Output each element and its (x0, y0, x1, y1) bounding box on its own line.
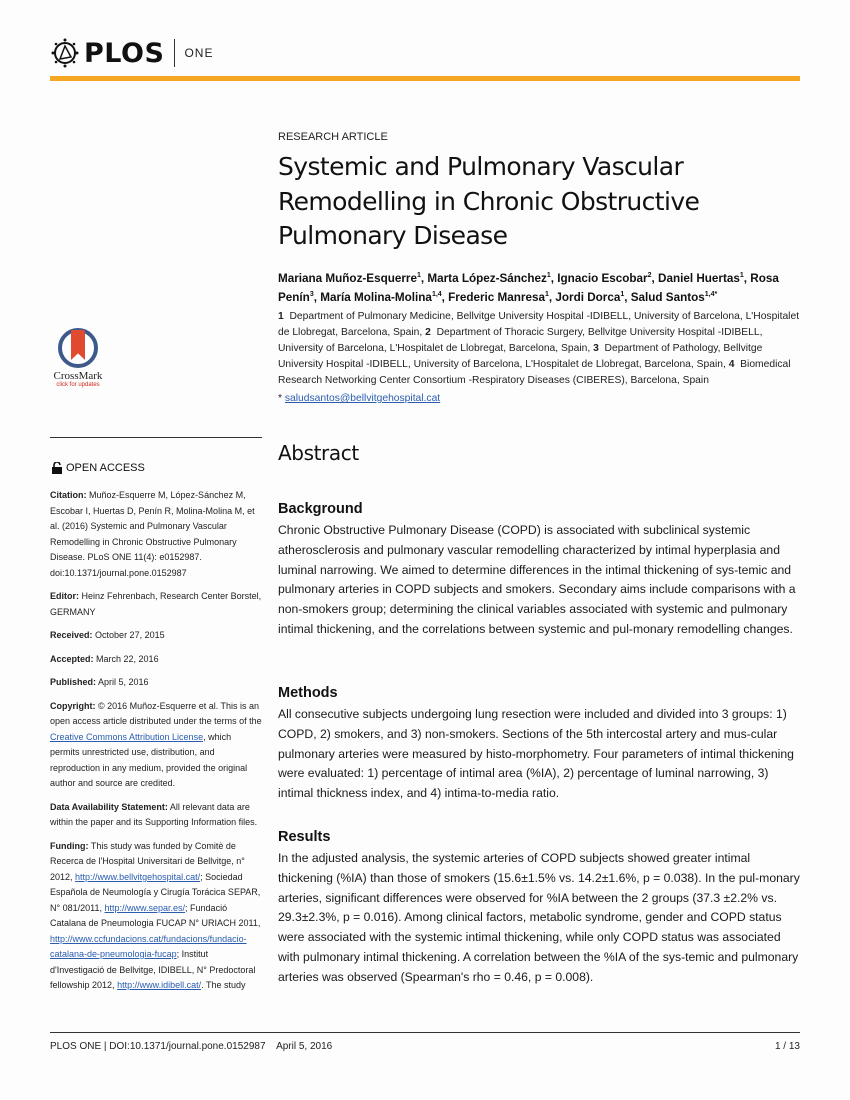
author[interactable]: Daniel Huertas$^1$ (658, 271, 744, 285)
data-availability: Data Availability Statement: All relevant data are within the paper and its Supporting Information files. (50, 801, 258, 827)
open-lock-icon (52, 462, 62, 474)
crossmark-sublabel: click for updates (56, 382, 100, 388)
section-text: Chronic Obstructive Pulmonary Disease (COPD) is associated with subclinical systemic atherosclerosis and pulmonary vascular remodelling characterized by intimal hyperplasia and luminal narrowing. We aimed to determine differences in the intimal thickening of sys-temic and pulmonary arteries in COPD subjects and smokers. Secondary aims include comparisons with a non-smokers group; determining the clinical variables associated with systemic and pulmonary intimal thickening, and the correlations between systemic and pul-monary remodelling changes. (278, 523, 796, 636)
abstract-background (278, 501, 800, 640)
footer-divider (50, 1032, 800, 1033)
article-title: Systemic and Pulmonary Vascular Remodelling in Chronic Obstructive Pulmonary Disease (278, 152, 700, 250)
copyright: Copyright: © 2016 Muñoz-Esquerre et al. This is an open access article distributed under the terms of the Creative Commons Attribution License, which permits unrestricted use, distribution, and reproduction in any medium, provided the original author and source are credited. (50, 700, 262, 788)
author[interactable]: Jordi Dorca$^1$ (555, 290, 625, 304)
accepted-date: Accepted: March 22, 2016 (50, 653, 159, 664)
funding-link[interactable]: http://www.separ.es/ (104, 902, 186, 913)
abstract-heading: Abstract (278, 441, 359, 465)
funding-link[interactable]: http://www.ccfundacions.cat/fundacions/fundacio-catalana-de-pneumologia-fucap (50, 933, 247, 959)
footer-citation: PLOS ONE | DOI:10.1371/journal.pone.0152987 April 5, 2016 (50, 1041, 333, 1052)
abstract-results (278, 829, 800, 988)
section-heading: Methods (278, 685, 338, 701)
abstract-methods (278, 685, 800, 804)
author[interactable]: Marta López-Sánchez$^1$ (427, 271, 551, 285)
plos-one-logo[interactable] (50, 37, 213, 69)
crossmark-badge[interactable] (48, 328, 108, 388)
author[interactable]: Salud Santos$^{1,4*}$ (630, 290, 718, 304)
funding-link[interactable]: http://www.idibell.cat/ (117, 980, 202, 990)
published-date: Published: April 5, 2016 (50, 677, 149, 687)
page-number: 1 / 13 (774, 1041, 800, 1052)
affiliations: 1 Department of Pulmonary Medicine, Bellvitge University Hospital -IDIBELL, University of Barcelona, L'Hospitalet de Llobregat, Barcelona, Spain, 2 Department of Thoracic Surgery, Bellvitge University Hospital -IDIBELL, University of Barcelona, L'Hospitalet de Llobregat, Barcelona, Spain, 3 Department of Pathology, Bellvitge University Hospital -IDIBELL, University of Barcelona, L'Hospitalet de Llobregat, Barcelona, Spain, 4 Biomedical Research Networking Center Consortium -Respiratory Diseases (CIBERES), Barcelona, Spain (278, 311, 800, 386)
crossmark-label: CrossMark (53, 370, 103, 382)
author[interactable]: Rosa Penín$^3$ (278, 271, 779, 304)
sidebar-divider (50, 437, 262, 438)
crossmark-icon (58, 328, 98, 368)
logo-journal: ONE (184, 46, 214, 60)
author[interactable]: María Molina-Molina$^{1,4}$ (320, 290, 442, 304)
received-date: Received: October 27, 2015 (50, 630, 165, 640)
open-access-badge: OPEN ACCESS (52, 462, 145, 474)
citation: Citation: Muñoz-Esquerre M, López-Sánchez M, Escobar I, Huertas D, Penín R, Molina-Molina M, et al. (2016) Systemic and Pulmonary Vascular Remodelling in Chronic Obstructive Pulmonary Disease. PLoS ONE 11(4): e0152987. doi:10.1371/journal.pone.0152987 (50, 490, 255, 578)
author[interactable]: Ignacio Escobar$^2$ (557, 271, 652, 285)
email-link[interactable]: saludsantos@bellvitgehospital.cat (284, 393, 441, 404)
author-list: Mariana Muñoz-Esquerre$^1$, Marta López-Sánchez$^1$, Ignacio Escobar$^2$, Daniel Huertas$^1$, Rosa Penín$^3$, María Molina-Molina$^{1,4}$, Frederic Manresa$^1$, Jordi Dorca$^1$, Salud Santos$^{1,4*}$ (278, 271, 779, 304)
section-heading: Background (278, 501, 363, 517)
article-type: RESEARCH ARTICLE (278, 131, 388, 143)
funding: Funding: This study was funded by Comitè de Recerca de l'Hospital Universitari de Bellvitge, n° 2012, http://www.bellvitgehospital.cat/; Sociedad Española de Neumología y Cirugía Torácica SEPAR, N° 081/2011, http://www.separ.es/; Fundació Catalana de Pneumologia FUCAP N° URIACH 2011, http://www.ccfundacions.cat/fundacions/fundacio-catalana-de-pneumologia-fucap; Institut d'Investigació de Bellvitge, IDIBELL, N° Predoctoral fellowship 2012, http://www.idibell.cat/. The study (50, 840, 261, 990)
license-link[interactable]: Creative Commons Attribution License (50, 731, 204, 742)
author[interactable]: Mariana Muñoz-Esquerre$^1$ (278, 271, 421, 285)
logo-text: PLOS (84, 37, 165, 69)
corresponding-email: * saludsantos@bellvitgehospital.cat (278, 393, 441, 404)
logo-divider (174, 39, 175, 67)
article-metadata-sidebar (50, 488, 262, 1002)
header-accent-bar (50, 76, 800, 81)
editor: Editor: Heinz Fehrenbach, Research Center Borstel, GERMANY (50, 591, 262, 617)
section-text: All consecutive subjects undergoing lung resection were included and divided into 3 groups: 1) COPD, 2) smokers, and 3) non-smokers. Sections of the 5th intercostal artery and mus-cular pulmonary arteries were measured by histo-morphometry. Four parameters of intimal thickening were evaluated: 1) percentage of intimal area (%IA), 2) percentage of luminal narrowing, 3) intimal thickness index, and 4) intima-to-media ratio. (278, 707, 794, 801)
plos-globe-icon (50, 38, 80, 68)
funding-link[interactable]: http://www.bellvitgehospital.cat/ (75, 871, 201, 882)
section-heading: Results (278, 829, 331, 845)
section-text: In the adjusted analysis, the systemic arteries of COPD subjects showed greater intimal thickening (%IA) than those of smokers (15.6±1.5% vs. 14.2±1.6%, p = 0.038). In the pul-monary arteries, significant differences were observed for %IA between the 2 groups (37.3 ±2.2% vs. 29.3±2.3%, p = 0.016). Among clinical factors, metabolic syndrome, gender and COPD status were associated with the systemic intimal thickening, while only COPD status was associated with pulmonary intimal thickening. A correlation between the %IA of the sys-temic and pulmonary arteries was observed (Spearman's rho = 0.46, p = 0.008). (278, 851, 800, 984)
author[interactable]: Frederic Manresa$^1$ (448, 290, 549, 304)
